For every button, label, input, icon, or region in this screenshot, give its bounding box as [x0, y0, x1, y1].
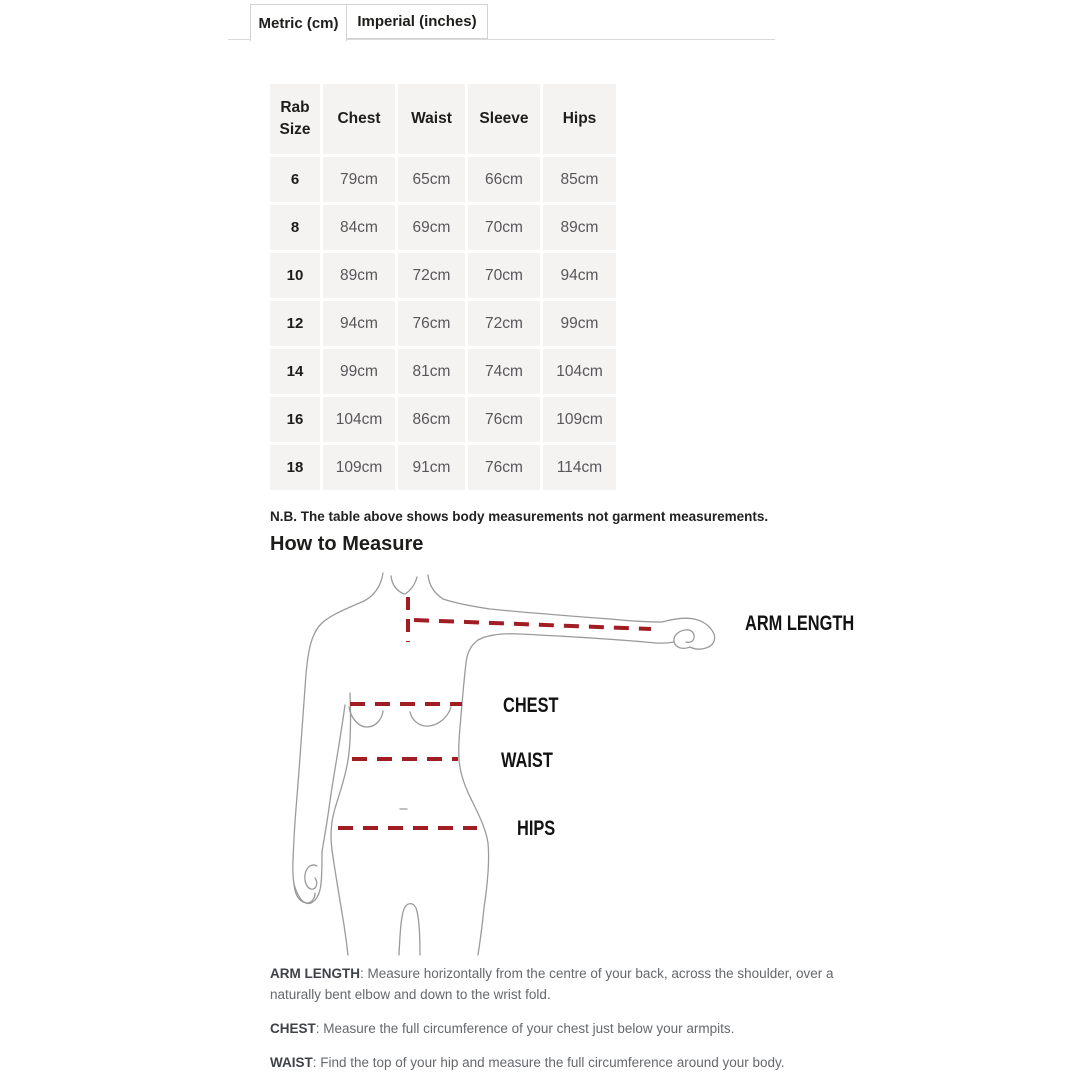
cell-chest: 79cm: [323, 157, 395, 202]
cell-chest: 89cm: [323, 253, 395, 298]
units-tabbar: [228, 4, 775, 40]
cell-hips: 85cm: [543, 157, 616, 202]
how-to-measure-diagram: [280, 570, 855, 960]
body-measurements-note: N.B. The table above shows body measurements not garment measurements.: [270, 509, 769, 524]
cell-hips: 94cm: [543, 253, 616, 298]
tab-metric[interactable]: Metric (cm): [250, 4, 347, 41]
cell-sleeve: 70cm: [468, 253, 540, 298]
arm-length-text: : Measure horizontally from the centre of your back, across the shoulder, over a naturally bent elbow and down to the wrist fold.: [270, 966, 834, 1002]
cell-sleeve: 70cm: [468, 205, 540, 250]
cell-hips: 89cm: [543, 205, 616, 250]
col-header-size: Rab Size: [270, 84, 320, 154]
cell-chest: 94cm: [323, 301, 395, 346]
col-header-hips: Hips: [543, 84, 616, 154]
cell-sleeve: 76cm: [468, 445, 540, 490]
cell-waist: 69cm: [398, 205, 465, 250]
cell-chest: 109cm: [323, 445, 395, 490]
waist-text: : Find the top of your hip and measure the full circumference around your body.: [312, 1055, 785, 1070]
cell-waist: 72cm: [398, 253, 465, 298]
waist-instruction: [270, 1052, 870, 1073]
arm-length-dash-line: [414, 620, 651, 629]
cell-sleeve: 72cm: [468, 301, 540, 346]
cell-size: 12: [270, 301, 320, 346]
cell-sleeve: 76cm: [468, 397, 540, 442]
cell-size: 18: [270, 445, 320, 490]
cell-size: 16: [270, 397, 320, 442]
col-header-waist: Waist: [398, 84, 465, 154]
cell-size: 8: [270, 205, 320, 250]
table-row: [270, 445, 616, 490]
chest-text: : Measure the full circumference of your chest just below your armpits.: [315, 1021, 735, 1036]
cell-chest: 104cm: [323, 397, 395, 442]
arm-length-term: ARM LENGTH: [270, 966, 360, 981]
table-row: [270, 349, 616, 394]
col-header-sleeve: Sleeve: [468, 84, 540, 154]
cell-chest: 99cm: [323, 349, 395, 394]
how-to-measure-heading: How to Measure: [270, 533, 424, 555]
chest-instruction: [270, 1018, 870, 1039]
table-row: [270, 157, 616, 202]
cell-hips: 104cm: [543, 349, 616, 394]
cell-hips: 99cm: [543, 301, 616, 346]
cell-size: 14: [270, 349, 320, 394]
waist-label: WAIST: [501, 749, 553, 772]
table-row: [270, 205, 616, 250]
cell-sleeve: 66cm: [468, 157, 540, 202]
cell-size: 10: [270, 253, 320, 298]
tab-imperial[interactable]: Imperial (inches): [346, 4, 488, 39]
cell-waist: 81cm: [398, 349, 465, 394]
cell-sleeve: 74cm: [468, 349, 540, 394]
cell-chest: 84cm: [323, 205, 395, 250]
cell-waist: 76cm: [398, 301, 465, 346]
cell-waist: 91cm: [398, 445, 465, 490]
cell-waist: 86cm: [398, 397, 465, 442]
col-header-chest: Chest: [323, 84, 395, 154]
arm-length-instruction: [270, 963, 870, 1005]
chest-term: CHEST: [270, 1021, 316, 1036]
table-row: [270, 397, 616, 442]
table-header-row: [270, 84, 616, 154]
table-row: [270, 301, 616, 346]
chest-label: CHEST: [503, 694, 559, 717]
cell-hips: 109cm: [543, 397, 616, 442]
hips-label: HIPS: [517, 817, 556, 840]
waist-term: WAIST: [270, 1055, 313, 1070]
arm-length-label: ARM LENGTH: [745, 612, 855, 635]
table-row: [270, 253, 616, 298]
size-table: [267, 81, 619, 493]
cell-size: 6: [270, 157, 320, 202]
measuring-instructions: [270, 963, 870, 1086]
cell-hips: 114cm: [543, 445, 616, 490]
cell-waist: 65cm: [398, 157, 465, 202]
